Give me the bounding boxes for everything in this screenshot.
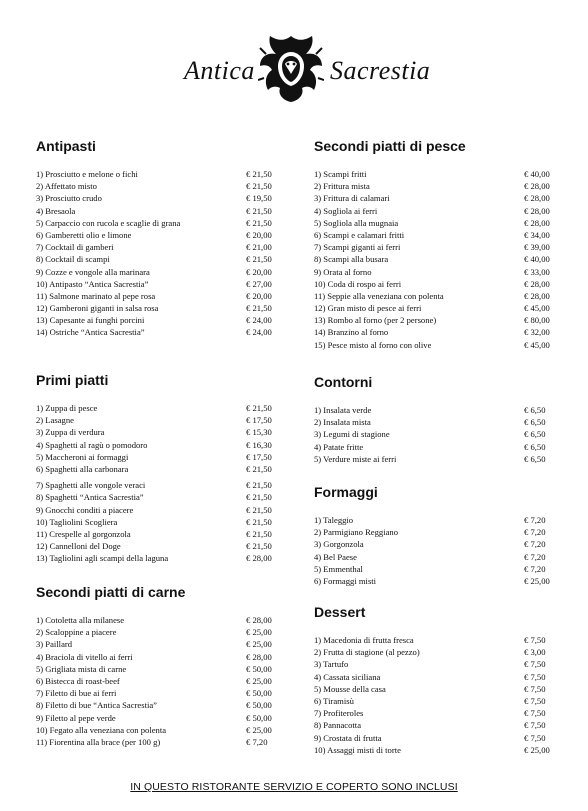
menu-item-name: 9) Filetto al pepe verde [36, 712, 116, 723]
menu-item [36, 290, 276, 302]
menu-item [314, 314, 554, 326]
menu-item [36, 675, 276, 687]
menu-item-name: 10) Assaggi misti di torte [314, 744, 401, 755]
menu-item [36, 516, 276, 528]
menu-item-price: € 21,50 [246, 504, 272, 515]
menu-item-price: € 45,00 [524, 339, 550, 350]
menu-item-price: € 28,00 [524, 193, 550, 204]
section-formaggi [314, 482, 554, 592]
menu-item [314, 180, 554, 192]
menu-item-name: 4) Spaghetti al ragù o pomodoro [36, 439, 148, 450]
menu-item [36, 614, 276, 626]
menu-item-price: € 24,00 [246, 315, 272, 326]
menu-item-name: 6) Gamberetti olio e limone [36, 229, 132, 240]
menu-item-price: € 28,00 [246, 553, 272, 564]
menu-item [314, 339, 554, 351]
menu-item [314, 168, 554, 180]
menu-item-name: 9) Orata al forno [314, 266, 372, 277]
menu-item-price: € 25,00 [524, 575, 550, 586]
menu-item [314, 634, 554, 646]
menu-item [314, 428, 554, 440]
item-list [36, 168, 276, 339]
menu-item-price: € 20,00 [246, 229, 272, 240]
menu-item [314, 683, 554, 695]
menu-item [314, 538, 554, 550]
menu-item [36, 504, 276, 516]
menu-item-name: 5) Carpaccio con rucola e scaglie di grana [36, 217, 181, 228]
menu-item [36, 712, 276, 724]
menu-item-price: € 21,00 [246, 242, 272, 253]
menu-item-price: € 21,50 [246, 181, 272, 192]
menu-item [314, 563, 554, 575]
menu-item-price: € 21,50 [246, 169, 272, 179]
menu-item [36, 278, 276, 290]
menu-item-name: 8) Cocktail di scampi [36, 254, 110, 265]
menu-item-price: € 32,00 [524, 327, 550, 338]
menu-item [36, 217, 276, 229]
menu-item-price: € 28,00 [524, 205, 550, 216]
menu-item [36, 699, 276, 711]
menu-item [36, 663, 276, 675]
menu-item-name: 7) Profiteroles [314, 708, 364, 719]
menu-item-price: € 21,50 [246, 403, 272, 413]
menu-header [0, 30, 588, 110]
menu-item [36, 552, 276, 564]
menu-item-price: € 7,50 [524, 683, 546, 694]
menu-item-name: 5) Verdure miste ai ferri [314, 453, 397, 464]
menu-item-name: 13) Rombo al forno (per 2 persone) [314, 315, 437, 326]
menu-item-price: € 7,50 [524, 635, 546, 645]
menu-item [314, 266, 554, 278]
section-title: Contorni [314, 374, 373, 390]
menu-item [314, 707, 554, 719]
menu-item [314, 514, 554, 526]
menu-item [36, 439, 276, 451]
menu-item-name: 5) Emmenthal [314, 563, 363, 574]
menu-item-name: 6) Spaghetti alla carbonara [36, 463, 129, 474]
section-title: Secondi piatti di carne [36, 584, 186, 600]
menu-item-price: € 7,20 [524, 539, 546, 550]
menu-item-price: € 6,50 [524, 429, 546, 440]
item-list [314, 514, 554, 587]
menu-item-price: € 27,00 [246, 278, 272, 289]
menu-item-name: 14) Ostriche “Antica Sacrestia” [36, 327, 145, 338]
menu-item-name: 10) Tagliolini Scogliera [36, 516, 118, 527]
menu-item-price: € 40,00 [524, 169, 550, 179]
menu-item-price: € 50,00 [246, 700, 272, 711]
menu-item-price: € 21,50 [246, 516, 272, 527]
menu-item [36, 266, 276, 278]
menu-item [36, 638, 276, 650]
menu-item-name: 6) Formaggi misti [314, 575, 377, 586]
menu-item-name: 4) Bel Paese [314, 551, 357, 562]
menu-item-price: € 21,50 [246, 217, 272, 228]
menu-item-name: 3) Tartufo [314, 659, 349, 670]
menu-item-price: € 80,00 [524, 315, 550, 326]
menu-item-name: 2) Insalata mista [314, 417, 371, 428]
menu-item-name: 7) Scampi giganti ai ferri [314, 242, 401, 253]
section-secondi-carne [36, 582, 276, 748]
brand-name-left: Antica [184, 56, 255, 85]
menu-item [314, 732, 554, 744]
menu-item-price: € 20,00 [246, 266, 272, 277]
menu-item-price: € 7,50 [524, 695, 546, 706]
menu-item-name: 6) Scampi e calamari fritti [314, 229, 405, 240]
item-list [314, 404, 554, 465]
menu-item-price: € 21,50 [246, 528, 272, 539]
menu-item [36, 192, 276, 204]
section-antipasti [36, 136, 276, 354]
menu-item-name: 9) Crostata di frutta [314, 732, 382, 743]
menu-item-price: € 25,00 [524, 744, 550, 755]
menu-item-name: 9) Gnocchi conditi a piacere [36, 504, 134, 515]
menu-item-price: € 17,50 [246, 451, 272, 462]
menu-item-name: 2) Scaloppine a piacere [36, 627, 117, 638]
crest-logo-icon [258, 34, 324, 104]
menu-item-price: € 21,50 [246, 463, 272, 474]
menu-item-name: 15) Pesce misto al forno con olive [314, 339, 432, 350]
menu-item [36, 168, 276, 180]
menu-item-name: 4) Sogliola ai ferri [314, 205, 378, 216]
menu-item-price: € 7,20 [524, 527, 546, 538]
menu-item-name: 1) Zuppa di pesce [36, 403, 98, 413]
menu-item [314, 217, 554, 229]
menu-item-name: 12) Gran misto di pesce ai ferri [314, 303, 422, 314]
menu-item-price: € 7,50 [524, 671, 546, 682]
menu-column-left [36, 136, 276, 748]
menu-item-name: 1) Macedonia di frutta fresca [314, 635, 414, 645]
menu-item [314, 205, 554, 217]
menu-item-name: 7) Filetto di bue ai ferri [36, 688, 117, 699]
item-list [314, 634, 554, 756]
item-list [314, 168, 554, 351]
menu-item-name: 1) Scampi fritti [314, 169, 367, 179]
menu-item-price: € 21,50 [246, 205, 272, 216]
item-list [36, 402, 276, 564]
menu-item-price: € 7,20 [524, 515, 546, 525]
menu-item-price: € 50,00 [246, 688, 272, 699]
menu-item-price: € 50,00 [246, 712, 272, 723]
menu-item [314, 302, 554, 314]
menu-item-name: 4) Patate fritte [314, 441, 364, 452]
menu-item-price: € 28,00 [524, 278, 550, 289]
menu-item-price: € 21,50 [246, 480, 272, 491]
menu-item-price: € 45,00 [524, 303, 550, 314]
menu-item-price: € 50,00 [246, 663, 272, 674]
menu-item [36, 540, 276, 552]
menu-item [314, 241, 554, 253]
menu-item-price: € 25,00 [246, 675, 272, 686]
menu-item-name: 11) Salmone marinato al pepe rosa [36, 290, 156, 301]
menu-item-name: 11) Seppie alla veneziana con polenta [314, 290, 444, 301]
menu-item-name: 3) Prosciutto crudo [36, 193, 102, 204]
menu-item-name: 14) Branzino al forno [314, 327, 389, 338]
menu-item-name: 8) Pannacotta [314, 720, 362, 731]
menu-item-name: 2) Lasagne [36, 415, 74, 426]
menu-item [36, 205, 276, 217]
menu-item-name: 6) Tiramisù [314, 695, 354, 706]
menu-item [36, 463, 276, 475]
menu-item-price: € 21,50 [246, 254, 272, 265]
menu-item [314, 658, 554, 670]
menu-item-name: 5) Maccheroni ai formaggi [36, 451, 129, 462]
menu-item [36, 302, 276, 314]
section-secondi-pesce [314, 136, 554, 356]
menu-item [36, 414, 276, 426]
brand-name-right: Sacrestia [330, 56, 431, 85]
menu-item [314, 229, 554, 241]
menu-item [36, 724, 276, 736]
menu-item-price: € 3,00 [524, 647, 546, 658]
menu-item [36, 451, 276, 463]
menu-item [36, 314, 276, 326]
menu-item-name: 3) Zuppa di verdura [36, 427, 105, 438]
menu-item-name: 8) Filetto di bue “Antica Sacrestia” [36, 700, 157, 711]
menu-item [314, 671, 554, 683]
menu-item [36, 426, 276, 438]
menu-item [314, 404, 554, 416]
menu-item-price: € 7,20 [524, 551, 546, 562]
menu-item-price: € 6,50 [524, 405, 546, 415]
section-dessert [314, 602, 554, 756]
menu-item [314, 646, 554, 658]
menu-item [36, 229, 276, 241]
menu-item [36, 402, 276, 414]
menu-column-right [314, 136, 554, 756]
section-primi-piatti [36, 370, 276, 576]
menu-item [36, 180, 276, 192]
menu-item [314, 290, 554, 302]
menu-item [314, 526, 554, 538]
menu-item-price: € 28,00 [524, 290, 550, 301]
menu-item [36, 626, 276, 638]
menu-item-name: 2) Parmigiano Reggiano [314, 527, 399, 538]
menu-item-name: 10) Coda di rospo ai ferri [314, 278, 402, 289]
menu-item-name: 6) Bistecca di roast-beef [36, 675, 120, 686]
menu-item-name: 5) Sogliola alla mugnaia [314, 217, 399, 228]
menu-item-name: 10) Antipasto “Antica Sacrestia” [36, 278, 149, 289]
menu-item-price: € 7,50 [524, 708, 546, 719]
section-title: Dessert [314, 604, 366, 620]
menu-item-price: € 16,30 [246, 439, 272, 450]
menu-item [314, 441, 554, 453]
menu-item [36, 241, 276, 253]
menu-item-name: 2) Affettato misto [36, 181, 97, 192]
menu-item-price: € 25,00 [246, 627, 272, 638]
menu-item-name: 2) Frittura mista [314, 181, 370, 192]
menu-item-price: € 7,50 [524, 720, 546, 731]
menu-item [36, 736, 276, 748]
menu-item-name: 4) Braciola di vitello ai ferri [36, 651, 133, 662]
menu-item [314, 744, 554, 756]
menu-item [314, 575, 554, 587]
menu-item-name: 8) Spaghetti “Antica Sacrestia” [36, 492, 144, 503]
menu-item [314, 253, 554, 265]
menu-item-price: € 21,50 [246, 303, 272, 314]
menu-item [314, 326, 554, 338]
menu-item-price: € 7,50 [524, 659, 546, 670]
menu-item-price: € 28,00 [246, 651, 272, 662]
menu-item-price: € 7,20 [246, 736, 268, 747]
menu-item-name: 12) Cannelloni del Doge [36, 541, 121, 552]
menu-item [36, 326, 276, 338]
menu-item [314, 695, 554, 707]
menu-item-price: € 25,00 [246, 724, 272, 735]
menu-item-name: 13) Tagliolini agli scampi della laguna [36, 553, 169, 564]
menu-item-price: € 33,00 [524, 266, 550, 277]
menu-item-price: € 39,00 [524, 242, 550, 253]
menu-item-name: 11) Fiorentina alla brace (per 100 g) [36, 736, 161, 747]
menu-item-name: 1) Insalata verde [314, 405, 372, 415]
menu-item-price: € 28,00 [524, 217, 550, 228]
menu-item-price: € 6,50 [524, 417, 546, 428]
section-title: Formaggi [314, 484, 378, 500]
menu-item-price: € 19,50 [246, 193, 272, 204]
menu-item [36, 491, 276, 503]
menu-item-price: € 28,00 [246, 615, 272, 625]
menu-item [314, 192, 554, 204]
menu-item-name: 7) Cocktail di gamberi [36, 242, 114, 253]
menu-item-name: 11) Crespelle al gorgonzola [36, 528, 131, 539]
menu-item [314, 416, 554, 428]
menu-item-name: 5) Grigliata mista di carne [36, 663, 127, 674]
section-title: Antipasti [36, 138, 96, 154]
menu-item-name: 1) Prosciutto e melone o fichi [36, 169, 138, 179]
menu-item-name: 13) Capesante ai funghi porcini [36, 315, 145, 326]
menu-item-name: 8) Scampi alla busara [314, 254, 389, 265]
menu-item-name: 12) Gamberoni giganti in salsa rosa [36, 303, 159, 314]
menu-item-price: € 24,00 [246, 327, 272, 338]
menu-item [36, 651, 276, 663]
menu-item-price: € 28,00 [524, 181, 550, 192]
menu-item-price: € 7,50 [524, 732, 546, 743]
footer-notice: IN QUESTO RISTORANTE SERVIZIO E COPERTO SONO INCLUSI [130, 781, 458, 793]
menu-item-price: € 6,50 [524, 441, 546, 452]
menu-item-price: € 34,00 [524, 229, 550, 240]
menu-item-price: € 15,30 [246, 427, 272, 438]
menu-item-name: 7) Spaghetti alle vongole veraci [36, 480, 146, 491]
menu-item-price: € 20,00 [246, 290, 272, 301]
menu-item-price: € 21,50 [246, 541, 272, 552]
menu-item-name: 4) Bresaola [36, 205, 76, 216]
menu-item [314, 551, 554, 563]
menu-item [314, 453, 554, 465]
section-title: Primi piatti [36, 372, 109, 388]
menu-item [314, 719, 554, 731]
menu-item-name: 3) Gorgonzola [314, 539, 364, 550]
menu-item-name: 9) Cozze e vongole alla marinara [36, 266, 150, 277]
menu-item-name: 3) Frittura di calamari [314, 193, 390, 204]
menu-item-name: 1) Taleggio [314, 515, 354, 525]
menu-item-price: € 6,50 [524, 453, 546, 464]
menu-item-name: 3) Paillard [36, 639, 73, 650]
menu-item [36, 479, 276, 491]
menu-item-price: € 7,20 [524, 563, 546, 574]
menu-item-name: 4) Cassata siciliana [314, 671, 381, 682]
menu-item-name: 1) Cotoletta alla milanese [36, 615, 125, 625]
section-contorni [314, 372, 554, 468]
menu-item-price: € 17,50 [246, 415, 272, 426]
item-list [36, 614, 276, 748]
menu-item-name: 3) Legumi di stagione [314, 429, 390, 440]
menu-item-price: € 21,50 [246, 492, 272, 503]
menu-item [36, 528, 276, 540]
menu-item [36, 253, 276, 265]
menu-item-name: 10) Fegato alla veneziana con polenta [36, 724, 167, 735]
menu-item-name: 2) Frutta di stagione (al pezzo) [314, 647, 420, 658]
menu-item [36, 687, 276, 699]
section-title: Secondi piatti di pesce [314, 138, 466, 154]
menu-item-name: 5) Mousse della casa [314, 683, 386, 694]
menu-item-price: € 25,00 [246, 639, 272, 650]
menu-item [314, 278, 554, 290]
menu-item-price: € 40,00 [524, 254, 550, 265]
